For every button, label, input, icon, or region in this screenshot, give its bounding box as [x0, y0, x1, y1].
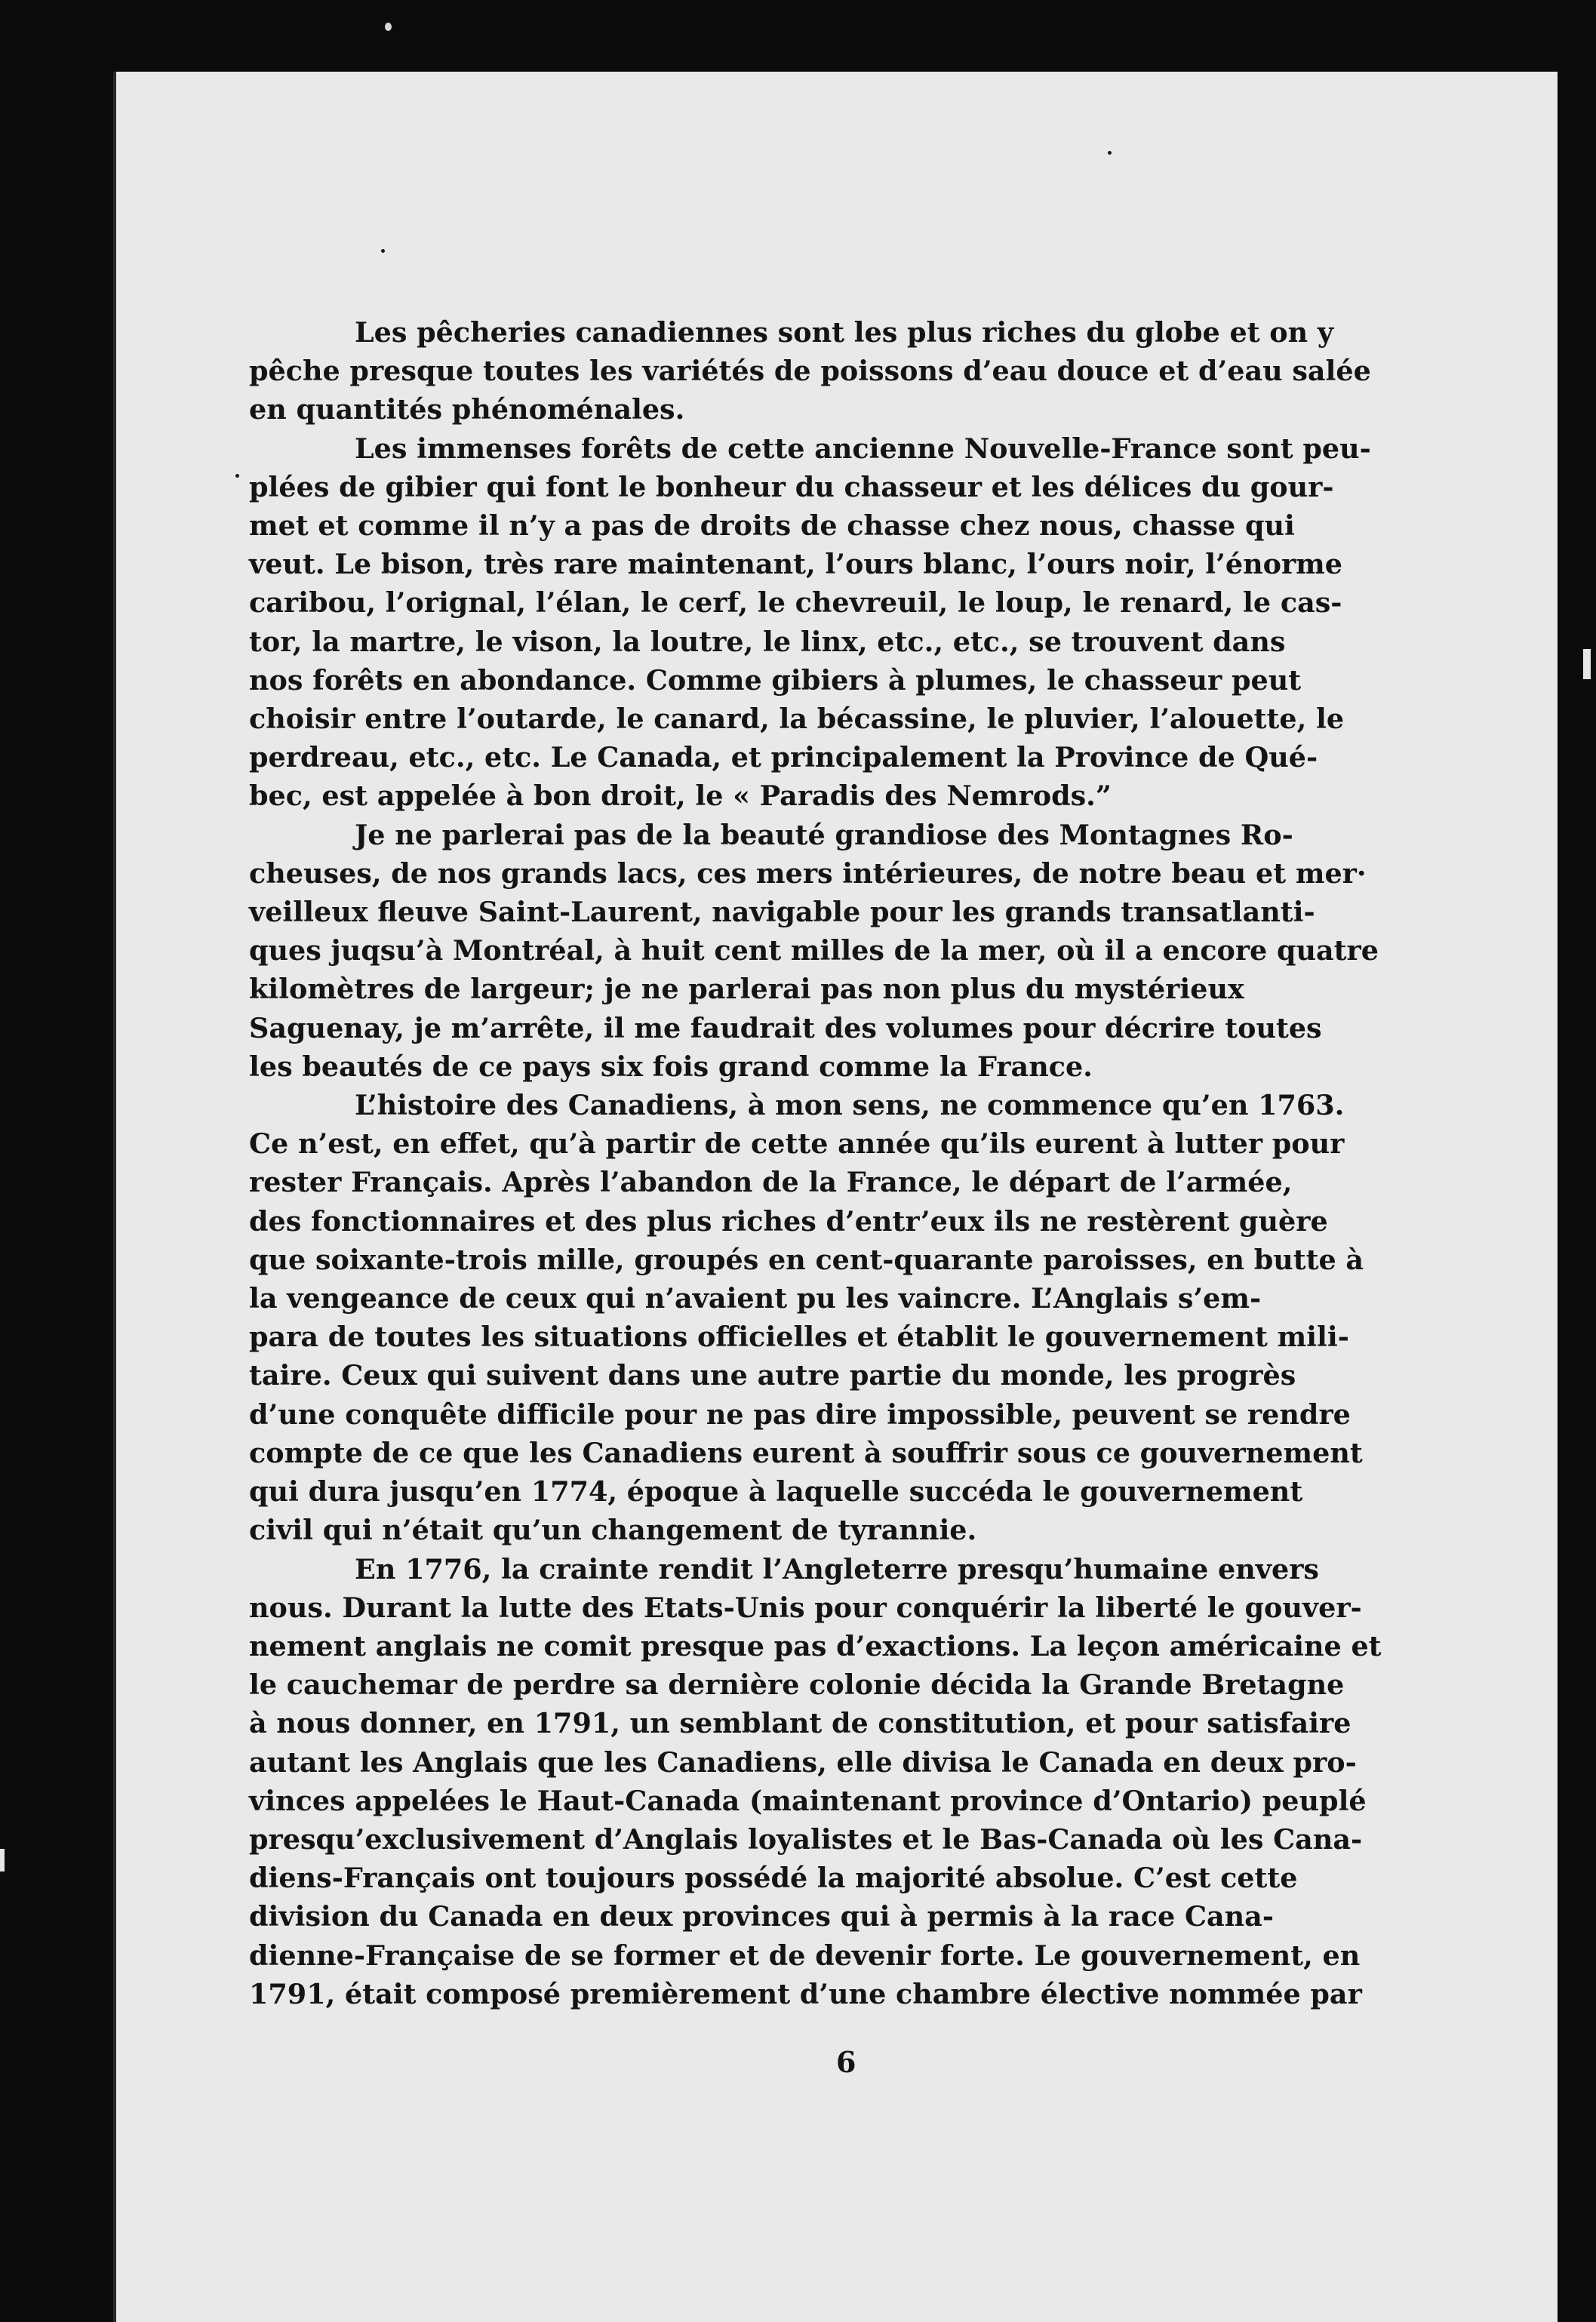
text-line: tor, la martre, le vison, la loutre, le linx, etc., etc., se trouvent dans — [249, 625, 1286, 658]
text-line: d’une conquête difficile pour ne pas dire impossible, peuvent se rendre — [249, 1398, 1351, 1431]
edge-mark-right — [1583, 649, 1591, 679]
text-line: la vengeance de ceux qui n’avaient pu les vaincre. L’Anglais s’em- — [249, 1282, 1262, 1315]
body-text — [249, 313, 1381, 2013]
paragraph — [249, 816, 1381, 1086]
text-line: Saguenay, je m’arrête, il me faudrait des volumes pour décrire toutes — [249, 1011, 1322, 1044]
text-line: perdreau, etc., etc. Le Canada, et principalement la Province de Qué- — [249, 741, 1318, 774]
scan-speck — [1108, 151, 1112, 155]
text-line: cheuses, de nos grands lacs, ces mers intérieures, de notre beau et mer· — [249, 857, 1367, 890]
text-line: plées de gibier qui font le bonheur du chasseur et les délices du gour- — [249, 470, 1334, 503]
text-line: nos forêts en abondance. Comme gibiers à plumes, le chasseur peut — [249, 663, 1302, 697]
text-line: L’histoire des Canadiens, à mon sens, ne commence qu’en 1763. — [355, 1089, 1345, 1122]
text-line: para de toutes les situations officielles et établit le gouvernement mili- — [249, 1321, 1349, 1354]
text-line: autant les Anglais que les Canadiens, elle divisa le Canada en deux pro- — [249, 1745, 1357, 1779]
text-line: division du Canada en deux provinces qui à permis à la race Cana- — [249, 1900, 1274, 1933]
text-line: Ce n’est, en effet, qu’à partir de cette année qu’ils eurent à lutter pour — [249, 1127, 1345, 1161]
text-line: Je ne parlerai pas de la beauté grandiose des Montagnes Ro- — [355, 818, 1293, 851]
paragraph — [249, 313, 1381, 429]
text-line: qui dura jusqu’en 1774, époque à laquelle succéda le gouvernement — [249, 1475, 1303, 1509]
text-line: presqu’exclusivement d’Anglais loyalistes et le Bas-Canada où les Cana- — [249, 1822, 1363, 1856]
text-line: nement anglais ne comit presque pas d’exactions. La leçon américaine et — [249, 1629, 1382, 1662]
text-line: kilomètres de largeur; je ne parlerai pas non plus du mystérieux — [249, 973, 1244, 1006]
paragraph — [249, 1550, 1381, 2013]
text-line: à nous donner, en 1791, un semblant de constitution, et pour satisfaire — [249, 1707, 1352, 1740]
text-line: en quantités phénoménales. — [249, 393, 685, 426]
text-line: civil qui n’était qu’un changement de tyrannie. — [249, 1514, 977, 1547]
text-line: vinces appelées le Haut-Canada (maintenant province d’Ontario) peuplé — [249, 1784, 1367, 1817]
paragraph — [249, 429, 1381, 816]
scan-speck — [381, 249, 385, 253]
text-line: le cauchemar de perdre sa dernière colonie décida la Grande Bretagne — [249, 1668, 1345, 1702]
text-line: met et comme il n’y a pas de droits de chasse chez nous, chasse qui — [249, 509, 1295, 543]
text-line: que soixante-trois mille, groupés en cent-quarante paroisses, en butte à — [249, 1243, 1364, 1276]
text-line: pêche presque toutes les variétés de poissons d’eau douce et d’eau salée — [249, 355, 1371, 388]
text-line: caribou, l’orignal, l’élan, le cerf, le chevreuil, le loup, le renard, le cas- — [249, 586, 1342, 620]
scan-speck — [235, 474, 239, 478]
scan-speck — [385, 23, 392, 31]
text-line: 1791, était composé premièrement d’une chambre élective nommée par — [249, 1977, 1362, 2010]
edge-mark-left — [0, 1849, 5, 1871]
text-line: ques juqsu’à Montréal, à huit cent milles de la mer, où il a encore quatre — [249, 934, 1379, 967]
text-line: veut. Le bison, très rare maintenant, l’ours blanc, l’ours noir, l’énorme — [249, 548, 1343, 581]
text-line: taire. Ceux qui suivent dans une autre partie du monde, les progrès — [249, 1359, 1296, 1392]
text-line: rester Français. Après l’abandon de la France, le départ de l’armée, — [249, 1166, 1293, 1199]
paragraph — [249, 1086, 1381, 1549]
text-line: veilleux fleuve Saint-Laurent, navigable pour les grands transatlanti- — [249, 896, 1315, 929]
text-line: des fonctionnaires et des plus riches d’entr’eux ils ne restèrent guère — [249, 1204, 1328, 1238]
text-line: En 1776, la crainte rendit l’Angleterre presqu’humaine envers — [355, 1552, 1319, 1585]
text-line: Les pêcheries canadiennes sont les plus riches du globe et on y — [355, 316, 1334, 349]
text-line: dienne-Française de se former et de devenir forte. Le gouvernement, en — [249, 1939, 1361, 1972]
text-line: compte de ce que les Canadiens eurent à souffrir sous ce gouvernement — [249, 1436, 1363, 1469]
text-line: bec, est appelée à bon droit, le « Paradis des Nemrods.” — [249, 780, 1112, 813]
text-line: Les immenses forêts de cette ancienne Nouvelle-France sont peu- — [355, 432, 1371, 465]
page-number: 6 — [836, 2045, 856, 2079]
text-line: nous. Durant la lutte des Etats-Unis pour conquérir la liberté le gouver- — [249, 1591, 1362, 1624]
text-line: les beautés de ce pays six fois grand comme la France. — [249, 1050, 1093, 1083]
text-line: diens-Français ont toujours possédé la majorité absolue. C’est cette — [249, 1862, 1298, 1895]
text-line: choisir entre l’outarde, le canard, la bécassine, le pluvier, l’alouette, le — [249, 703, 1345, 736]
